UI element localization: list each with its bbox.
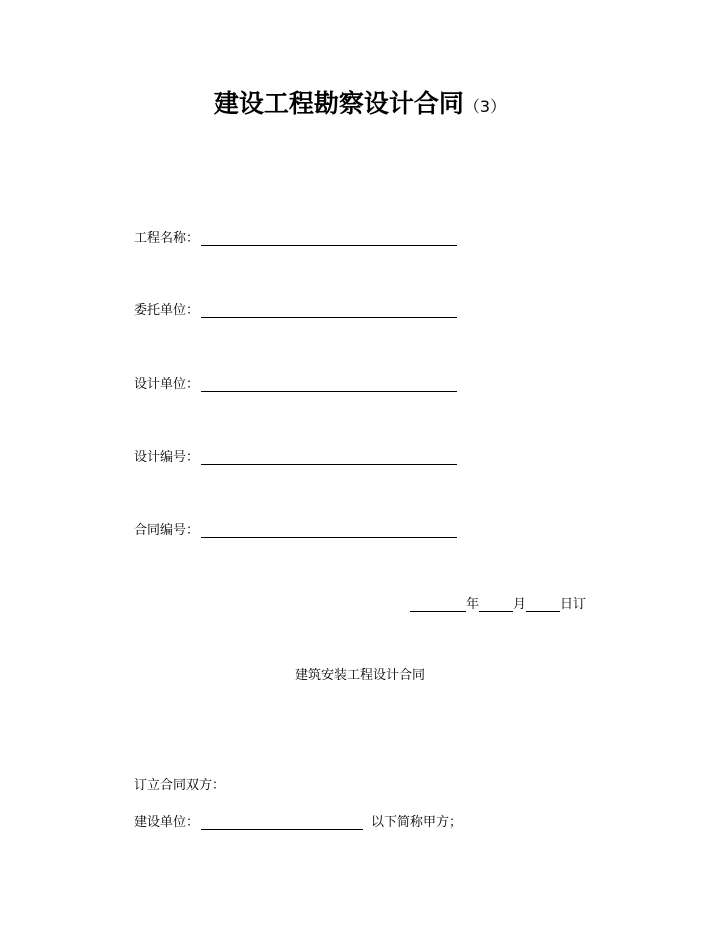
field-design-number: [134, 445, 457, 465]
document-subtitle: 建筑安装工程设计合同: [294, 668, 425, 683]
parties-intro: 订立合同双方：: [134, 778, 226, 793]
field-label: 工程名称：: [134, 231, 200, 246]
field-label: 建设单位：: [134, 815, 200, 830]
blank-line: [201, 521, 457, 538]
blank-line: [201, 375, 457, 392]
blank-line: [201, 301, 457, 318]
blank-day: [526, 595, 560, 612]
title-number: （3）: [463, 97, 507, 116]
date-month-label: 月: [513, 597, 527, 612]
field-project-name: [134, 226, 457, 246]
document-title: [0, 84, 720, 120]
blank-line: [201, 448, 457, 465]
blank-month: [479, 595, 513, 612]
title-main: 建设工程勘察设计合同: [213, 89, 464, 118]
field-label: 设计编号：: [134, 450, 200, 465]
builder-suffix: 以下简称甲方；: [371, 815, 463, 830]
field-label: 设计单位：: [134, 377, 200, 392]
field-label: 合同编号：: [134, 523, 200, 538]
blank-line: [201, 229, 457, 246]
field-client: [134, 298, 457, 318]
blank-line: [201, 813, 363, 830]
field-label: 委托单位：: [134, 303, 200, 318]
field-designer: [134, 372, 457, 392]
date-year-label: 年: [466, 597, 480, 612]
date-day-label: 日订: [560, 597, 587, 612]
field-builder: [134, 810, 462, 830]
field-contract-number: [134, 518, 457, 538]
signing-date: [410, 592, 586, 612]
blank-year: [410, 595, 466, 612]
